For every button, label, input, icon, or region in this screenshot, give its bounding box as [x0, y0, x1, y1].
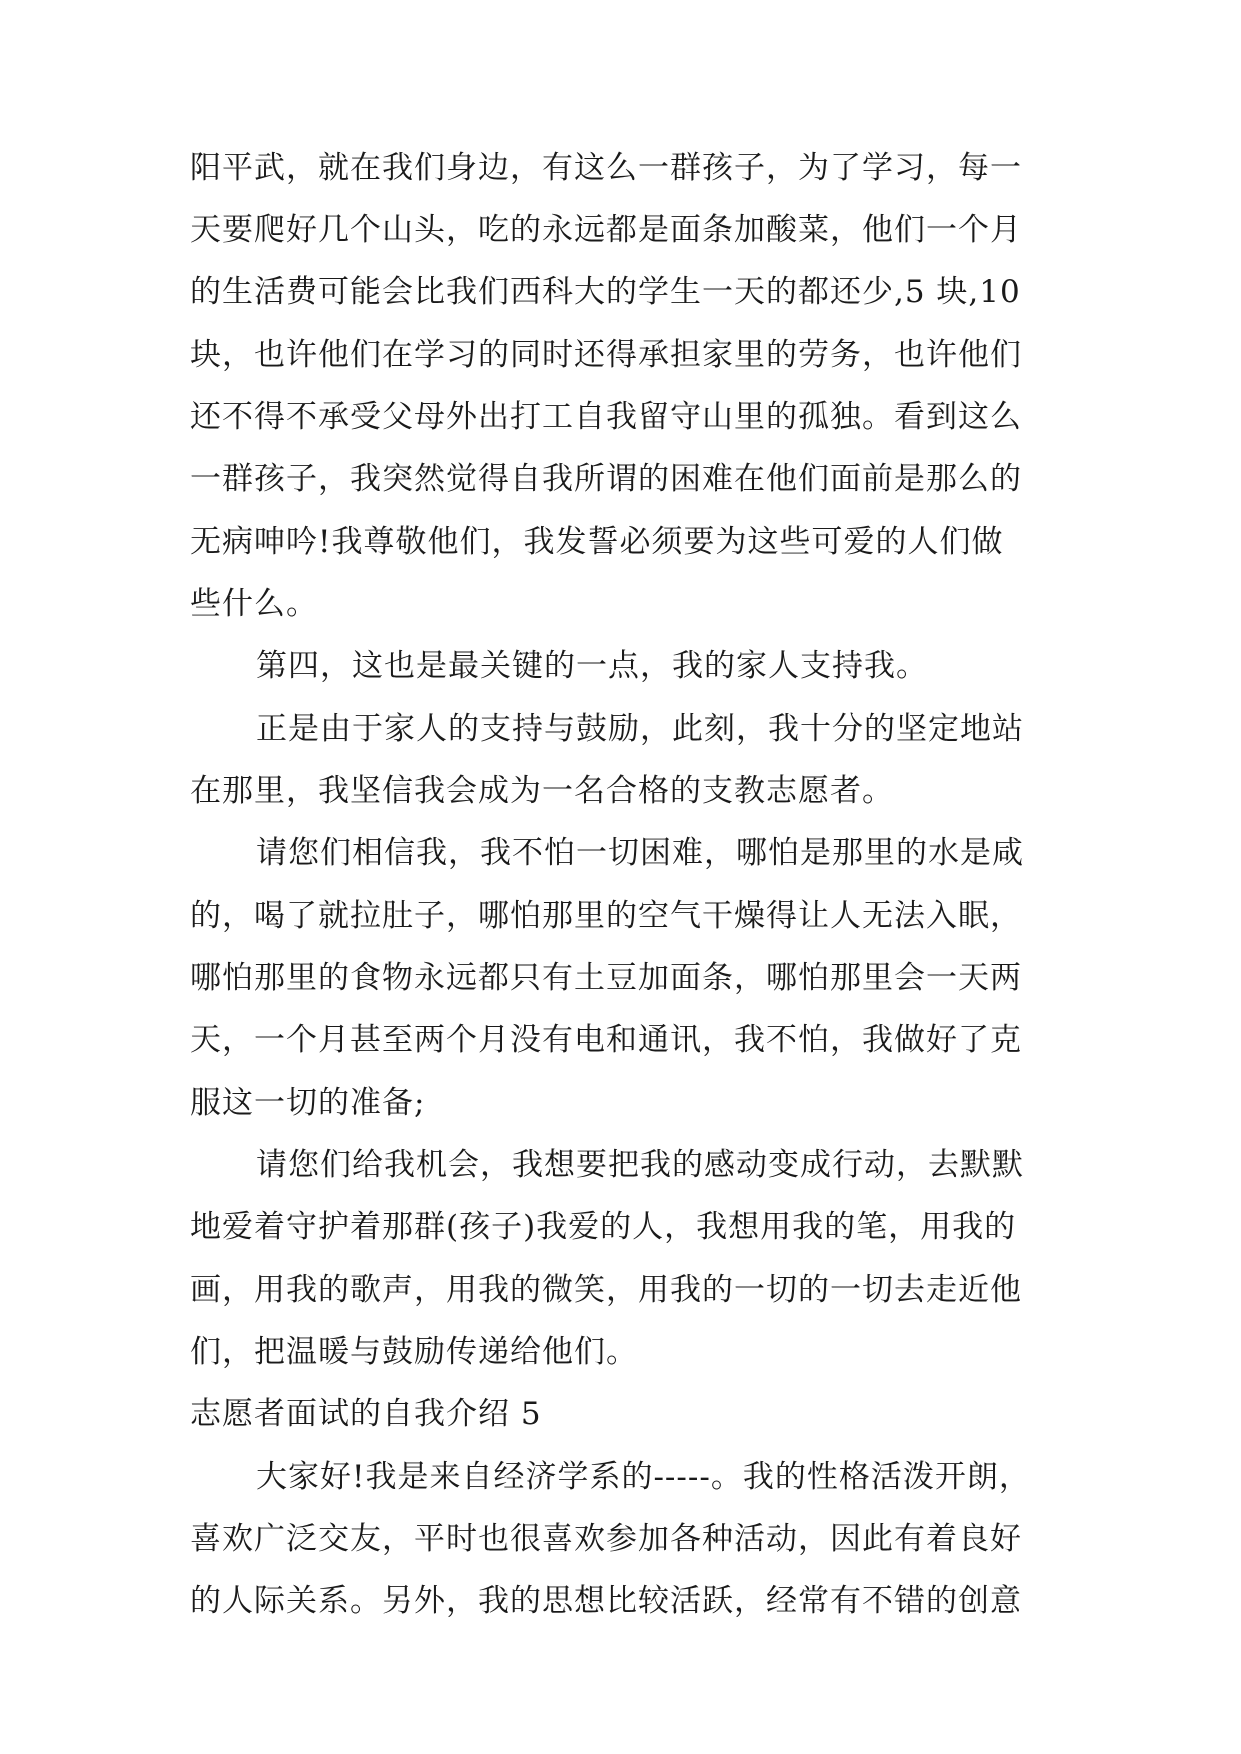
paragraph-start-line: 大家好!我是来自经济学系的-----。我的性格活泼开朗， — [256, 1459, 1031, 1495]
body-text-line: 服这一切的准备; — [190, 1085, 426, 1121]
body-text-line: 无病呻吟!我尊敬他们，我发誓必须要为这些可爱的人们做 — [190, 524, 1004, 560]
body-text-line: 的生活费可能会比我们西科大的学生一天的都还少,5 块,10 — [190, 274, 1021, 310]
body-text-line: 的人际关系。另外，我的思想比较活跃，经常有不错的创意 — [190, 1583, 1022, 1619]
body-text-line: 些什么。 — [190, 586, 318, 622]
body-text-line: 块，也许他们在学习的同时还得承担家里的劳务，也许他们 — [190, 337, 1022, 373]
body-text-line: 地爱着守护着那群(孩子)我爱的人，我想用我的笔，用我的 — [190, 1209, 1017, 1245]
paragraph-start-line: 请您们相信我，我不怕一切困难，哪怕是那里的水是咸 — [256, 835, 1024, 871]
body-text-line: 天，一个月甚至两个月没有电和通讯，我不怕，我做好了克 — [190, 1022, 1022, 1058]
paragraph-start-line: 请您们给我机会，我想要把我的感动变成行动，去默默 — [256, 1147, 1024, 1183]
body-text-line: 天要爬好几个山头，吃的永远都是面条加酸菜，他们一个月 — [190, 212, 1022, 248]
body-text-line: 哪怕那里的食物永远都只有土豆加面条，哪怕那里会一天两 — [190, 960, 1022, 996]
body-text-line: 画，用我的歌声，用我的微笑，用我的一切的一切去走近他 — [190, 1272, 1022, 1308]
body-text-line: 还不得不承受父母外出打工自我留守山里的孤独。看到这么 — [190, 399, 1022, 435]
body-text-line: 的，喝了就拉肚子，哪怕那里的空气干燥得让人无法入眠， — [190, 898, 1022, 934]
body-text-line: 在那里，我坚信我会成为一名合格的支教志愿者。 — [190, 773, 894, 809]
section-heading: 志愿者面试的自我介绍 5 — [190, 1396, 542, 1432]
paragraph-start-line: 第四，这也是最关键的一点，我的家人支持我。 — [256, 648, 928, 684]
paragraph-start-line: 正是由于家人的支持与鼓励，此刻，我十分的坚定地站 — [256, 711, 1024, 747]
body-text-line: 们，把温暖与鼓励传递给他们。 — [190, 1334, 638, 1370]
body-text-line: 喜欢广泛交友，平时也很喜欢参加各种活动，因此有着良好 — [190, 1521, 1022, 1557]
body-text-line: 一群孩子，我突然觉得自我所谓的困难在他们面前是那么的 — [190, 461, 1022, 497]
body-text-line: 阳平武，就在我们身边，有这么一群孩子，为了学习，每一 — [190, 150, 1022, 186]
